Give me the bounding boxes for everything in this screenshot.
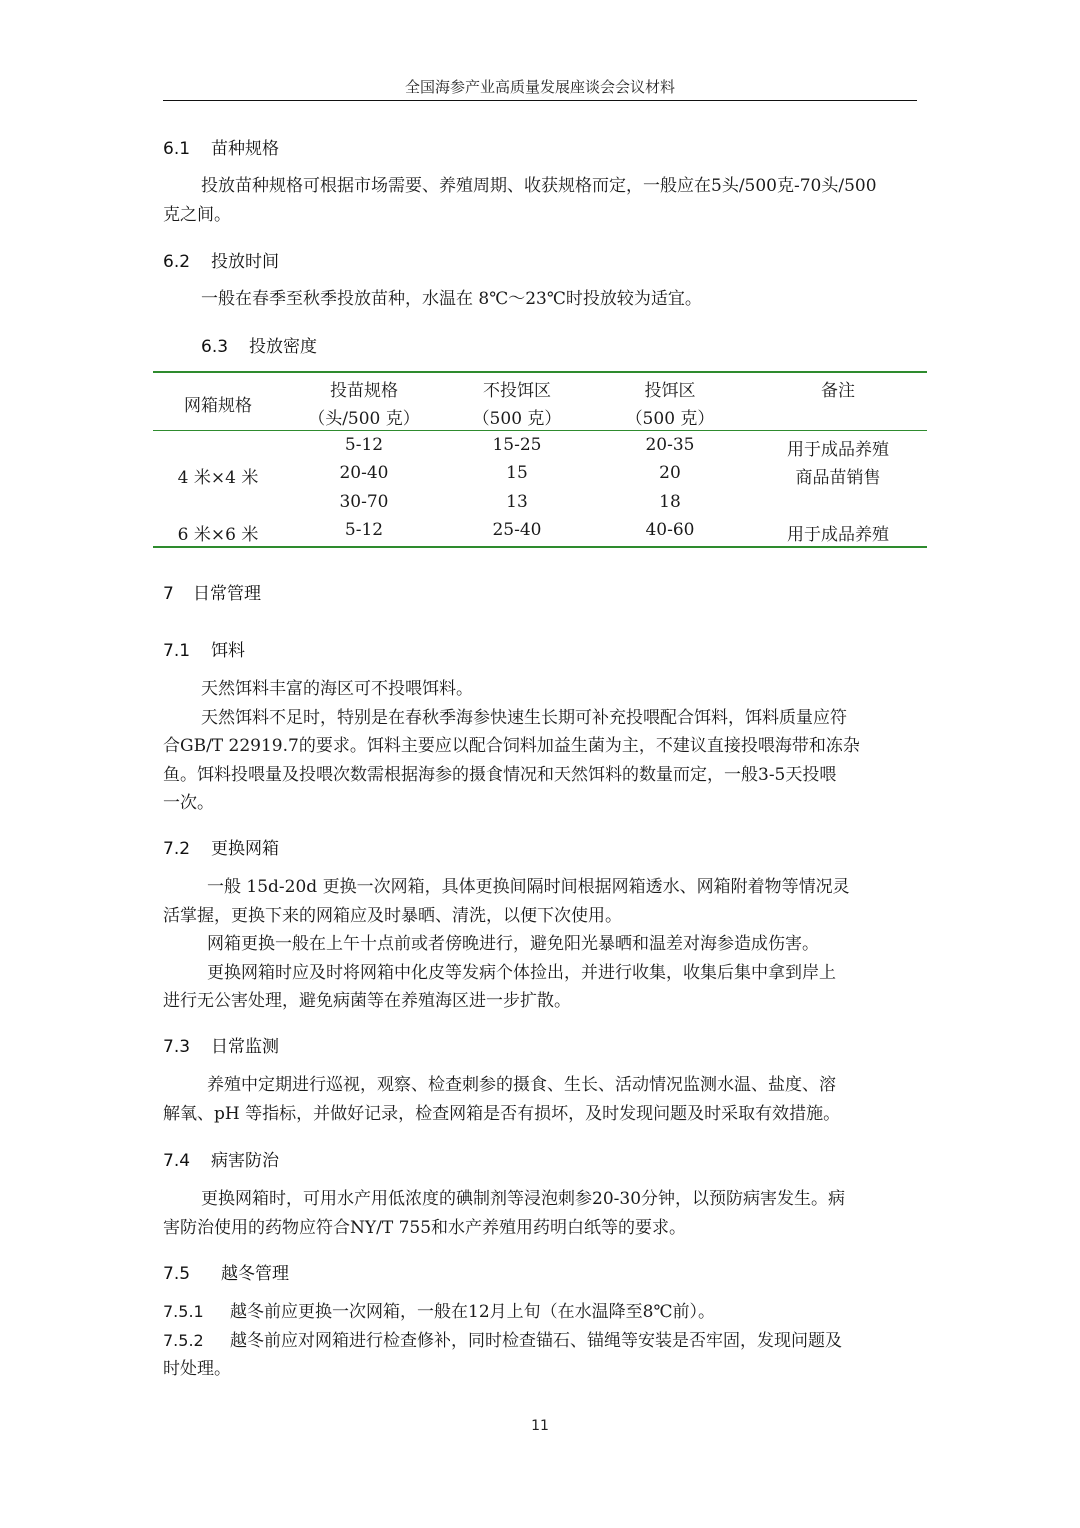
table-header-rule bbox=[153, 430, 927, 431]
heading-7-4 bbox=[163, 1146, 279, 1171]
cell-note: 用于成品养殖 bbox=[787, 525, 889, 545]
heading-number: 7.2 bbox=[163, 839, 191, 859]
clause-number: 7.5.1 bbox=[163, 1302, 204, 1321]
text-line: 更换网箱时应及时将网箱中化皮等发病个体捡出，并进行收集，收集后集中拿到岸上 bbox=[207, 962, 836, 983]
heading-title: 苗种规格 bbox=[211, 139, 279, 159]
cell-feed: 20 bbox=[659, 463, 681, 483]
heading-6-2 bbox=[163, 247, 279, 272]
cell-seed: 30-70 bbox=[339, 492, 389, 512]
text-line: 解氧、pH 等指标，并做好记录，检查网箱是否有损坏，及时发现问题及时采取有效措施。 bbox=[163, 1103, 841, 1124]
text-line: 进行无公害处理，避免病菌等在养殖海区进一步扩散。 bbox=[163, 991, 571, 1011]
heading-title: 日常监测 bbox=[211, 1037, 279, 1057]
spec-group-4x4: 4 米×4 米 bbox=[177, 468, 259, 488]
cell-nofeed: 15-25 bbox=[492, 435, 542, 455]
text-line: 投放苗种规格可根据市场需要、养殖周期、收获规格而定，一般应在5头/500克-70头/500 bbox=[201, 176, 877, 196]
heading-number: 7 bbox=[163, 584, 174, 604]
header-nofeed: 不投饵区 bbox=[483, 381, 551, 401]
heading-number: 7.4 bbox=[163, 1151, 191, 1171]
paragraph-7-4 bbox=[163, 1185, 919, 1242]
heading-title: 投放时间 bbox=[211, 252, 279, 272]
heading-6-1 bbox=[163, 134, 279, 159]
cell-feed: 20-35 bbox=[645, 435, 695, 455]
text-line: 一次。 bbox=[163, 793, 214, 813]
table-top-rule bbox=[153, 371, 927, 373]
heading-number: 6.2 bbox=[163, 252, 191, 272]
heading-7 bbox=[163, 579, 261, 604]
heading-6-3 bbox=[201, 332, 317, 357]
text-line: 时处理。 bbox=[163, 1359, 231, 1379]
heading-7-5 bbox=[163, 1259, 289, 1284]
text-line: 克之间。 bbox=[163, 204, 231, 225]
page-number: 11 bbox=[531, 1418, 549, 1434]
cell-note: 商品苗销售 bbox=[795, 468, 881, 488]
table-bottom-rule bbox=[153, 546, 927, 548]
heading-number: 7.3 bbox=[163, 1037, 191, 1057]
header-feed: 投饵区 bbox=[644, 381, 696, 401]
heading-number: 7.5 bbox=[163, 1264, 191, 1284]
heading-number: 6.3 bbox=[201, 337, 229, 357]
text-line: 网箱更换一般在上午十点前或者傍晚进行，避免阳光暴晒和温差对海参造成伤害。 bbox=[207, 934, 819, 954]
header-feed-unit: （500 克） bbox=[625, 409, 715, 429]
heading-title: 越冬管理 bbox=[221, 1264, 289, 1284]
text-line: 一般在春季至秋季投放苗种，水温在 8℃～23℃时投放较为适宜。 bbox=[201, 289, 702, 309]
header-nofeed-unit: （500 克） bbox=[472, 409, 562, 429]
text-line: 天然饵料不足时，特别是在春秋季海参快速生长期可补充投喂配合饵料，饵料质量应符 bbox=[201, 707, 847, 728]
cell-nofeed: 25-40 bbox=[492, 520, 542, 540]
text-line: 更换网箱时，可用水产用低浓度的碘制剂等浸泡刺参20-30分钟，以预防病害发生。病 bbox=[201, 1189, 846, 1209]
cell-nofeed: 13 bbox=[506, 492, 528, 512]
cell-nofeed: 15 bbox=[506, 463, 528, 483]
heading-title: 饵料 bbox=[211, 641, 245, 661]
header-note: 备注 bbox=[821, 381, 855, 401]
text-line: 鱼。饵料投喂量及投喂次数需根据海参的摄食情况和天然饵料的数量而定，一般3-5天投喂 bbox=[163, 764, 837, 785]
heading-title: 病害防治 bbox=[211, 1151, 279, 1171]
heading-number: 6.1 bbox=[163, 139, 191, 159]
cell-note: 用于成品养殖 bbox=[787, 440, 889, 460]
text-line: 养殖中定期进行巡视，观察、检查刺参的摄食、生长、活动情况监测水温、盐度、溶 bbox=[207, 1075, 836, 1095]
paragraph-7-3 bbox=[163, 1071, 919, 1128]
text-line: 天然饵料丰富的海区可不投喂饵料。 bbox=[201, 679, 473, 699]
header-seed: 投苗规格 bbox=[330, 381, 398, 401]
text-line: 害防治使用的药物应符合NY/T 755和水产养殖用药明白纸等的要求。 bbox=[163, 1217, 687, 1238]
header-rule bbox=[163, 100, 917, 101]
paragraph-6-2 bbox=[163, 285, 919, 314]
heading-title: 投放密度 bbox=[249, 337, 317, 357]
paragraph-7-2 bbox=[163, 873, 919, 1016]
clause-number: 7.5.2 bbox=[163, 1330, 204, 1350]
heading-7-3 bbox=[163, 1032, 279, 1057]
text-line: 一般 15d-20d 更换一次网箱，具体更换间隔时间根据网箱透水、网箱附着物等情况灵 bbox=[207, 877, 850, 897]
text-line: 合GB/T 22919.7的要求。饵料主要应以配合饲料加益生菌为主，不建议直接投喂海带和冻杂 bbox=[163, 736, 860, 756]
clause-text: 越冬前应更换一次网箱，一般在12月上旬（在水温降至8℃前）。 bbox=[230, 1302, 715, 1322]
paragraph-6-1 bbox=[163, 172, 919, 229]
paragraph-7-5 bbox=[163, 1298, 919, 1384]
cell-feed: 18 bbox=[659, 492, 681, 512]
running-header: 全国海参产业高质量发展座谈会会议材料 bbox=[404, 78, 675, 96]
stocking-density-table bbox=[153, 370, 927, 550]
spec-group-6x6: 6 米×6 米 bbox=[177, 525, 259, 545]
cell-seed: 5-12 bbox=[344, 520, 384, 540]
cell-seed: 5-12 bbox=[344, 435, 384, 455]
heading-7-1 bbox=[163, 636, 245, 661]
heading-number: 7.1 bbox=[163, 641, 191, 661]
clause-7-5-2 bbox=[163, 1327, 919, 1356]
header-seed-unit: （头/500 克） bbox=[308, 409, 420, 429]
heading-title: 更换网箱 bbox=[211, 839, 279, 859]
cell-feed: 40-60 bbox=[645, 520, 695, 540]
paragraph-7-1 bbox=[163, 675, 919, 818]
text-line: 活掌握，更换下来的网箱应及时暴晒、清洗，以便下次使用。 bbox=[163, 905, 622, 926]
cell-seed: 20-40 bbox=[339, 463, 389, 483]
clause-7-5-1 bbox=[163, 1298, 919, 1327]
header-spec: 网箱规格 bbox=[184, 396, 252, 416]
heading-7-2 bbox=[163, 834, 279, 859]
clause-text: 越冬前应对网箱进行检查修补，同时检查锚石、锚绳等安装是否牢固，发现问题及 bbox=[230, 1330, 842, 1351]
heading-title: 日常管理 bbox=[193, 584, 261, 604]
